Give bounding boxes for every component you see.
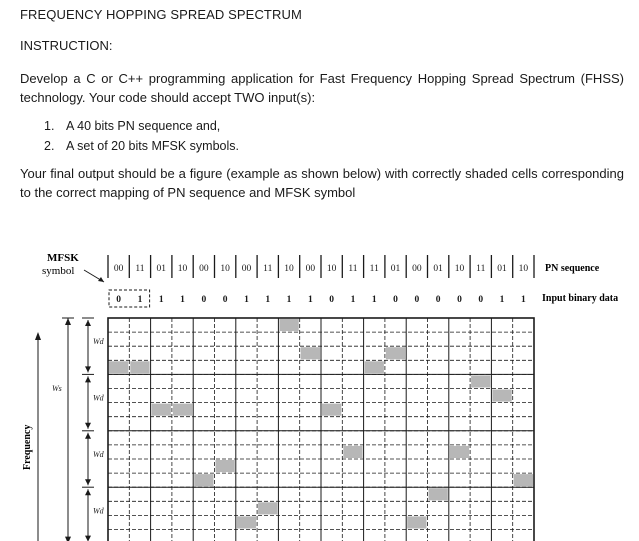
input-bit: 0	[478, 295, 484, 305]
input-data-label: Input binary data	[542, 293, 619, 304]
wd-arrowhead-up	[85, 376, 91, 382]
shaded-cell	[492, 390, 511, 402]
pn-value: 00	[113, 264, 124, 274]
shaded-cell	[173, 404, 192, 416]
pn-value: 01	[433, 264, 443, 274]
shaded-cell	[279, 319, 298, 331]
ws-arrowhead-down	[65, 537, 71, 541]
input-bit: 0	[393, 295, 398, 305]
shaded-cell	[109, 361, 128, 373]
wd-arrowhead-up	[85, 433, 91, 439]
wd-arrowhead-down	[85, 536, 91, 541]
wd-arrowhead-down	[85, 423, 91, 429]
input-bit: 0	[329, 295, 335, 305]
pn-value: 10	[177, 264, 188, 274]
pn-value: 11	[476, 264, 486, 274]
shaded-cell	[258, 502, 277, 514]
shaded-cell	[216, 460, 235, 472]
shaded-cell	[194, 474, 213, 486]
shaded-cell	[386, 347, 405, 359]
intro-paragraph: Develop a C or C++ programming application for Fast Frequency Hopping Spread Spectrum (FHSS) technology. Your code should accept TWO input(s):	[20, 71, 624, 105]
fhss-figure	[0, 240, 639, 541]
list-item-text: A 40 bits PN sequence and,	[66, 119, 221, 133]
pn-value: 11	[263, 264, 273, 274]
shaded-cell	[152, 404, 171, 416]
pn-value: 00	[305, 264, 316, 274]
wd-arrowhead-down	[85, 479, 91, 485]
pn-value: 10	[220, 264, 230, 274]
mfsk-label-line1: MFSK	[47, 252, 79, 264]
wd-label: Wd	[93, 393, 104, 403]
input-bit: 0	[116, 295, 122, 305]
inputs-list	[44, 116, 239, 156]
pn-value: 00	[241, 264, 252, 274]
document-title: FREQUENCY HOPPING SPREAD SPECTRUM	[20, 7, 302, 22]
shaded-cell	[450, 446, 469, 458]
input-bit: 1	[350, 295, 356, 305]
input-bit: 0	[457, 295, 462, 305]
pn-value: 11	[135, 264, 145, 274]
input-bit: 1	[265, 295, 271, 305]
input-bit: 1	[307, 295, 313, 305]
pn-value: 00	[412, 264, 422, 274]
wd-arrowhead-up	[85, 320, 91, 326]
list-item-number: 2.	[44, 139, 55, 153]
input-bit: 1	[158, 295, 164, 305]
pn-value: 01	[497, 264, 507, 274]
list-item	[44, 116, 239, 136]
input-bit: 1	[137, 295, 143, 305]
list-item-number: 1.	[44, 119, 55, 133]
pn-value: 01	[156, 264, 166, 274]
shaded-cell	[322, 404, 341, 416]
pn-value: 10	[284, 264, 294, 274]
shaded-cell	[429, 488, 448, 500]
pn-value: 10	[454, 264, 465, 274]
list-item-text: A set of 20 bits MFSK symbols.	[66, 139, 239, 153]
instruction-heading: INSTRUCTION:	[20, 38, 113, 53]
input-bit: 1	[244, 295, 249, 305]
shaded-cell	[471, 375, 490, 387]
shaded-cell	[343, 446, 362, 458]
pn-value: 10	[326, 264, 337, 274]
frequency-axis-label: Frequency	[22, 424, 33, 470]
input-bit: 1	[371, 295, 377, 305]
input-bit: 0	[201, 295, 207, 305]
input-bit: 0	[222, 295, 228, 305]
input-bit: 1	[286, 295, 292, 305]
shaded-cell	[130, 361, 149, 373]
pn-value: 10	[518, 264, 529, 274]
input-bit: 1	[520, 295, 526, 305]
wd-arrowhead-down	[85, 366, 91, 372]
shaded-cell	[301, 347, 320, 359]
pn-sequence-label: PN sequence	[545, 263, 600, 274]
ws-label: Ws	[52, 383, 62, 393]
pn-value: 11	[348, 264, 358, 274]
first-symbol-box	[109, 290, 150, 307]
input-bit: 1	[499, 295, 505, 305]
list-item	[44, 136, 239, 156]
pn-value: 01	[390, 264, 401, 274]
shaded-cell	[514, 474, 533, 486]
output-paragraph: Your final output should be a figure (example as shown below) with correctly shaded cells corresponding to the correct mapping of PN sequence and MFSK symbol	[20, 166, 624, 200]
shaded-cell	[237, 516, 256, 528]
pn-value: 00	[199, 264, 209, 274]
input-bit: 0	[414, 295, 420, 305]
wd-label: Wd	[93, 506, 104, 516]
pn-value: 11	[369, 264, 379, 274]
wd-arrowhead-up	[85, 489, 91, 495]
wd-label: Wd	[93, 450, 104, 459]
input-bit: 1	[180, 295, 185, 305]
frequency-axis-arrowhead	[35, 332, 41, 340]
shaded-cell	[407, 516, 426, 528]
ws-arrowhead-up	[65, 318, 71, 325]
shaded-cell	[365, 361, 384, 373]
mfsk-label-line2: symbol	[42, 265, 75, 277]
input-bit: 0	[435, 295, 441, 305]
wd-label: Wd	[93, 337, 104, 347]
